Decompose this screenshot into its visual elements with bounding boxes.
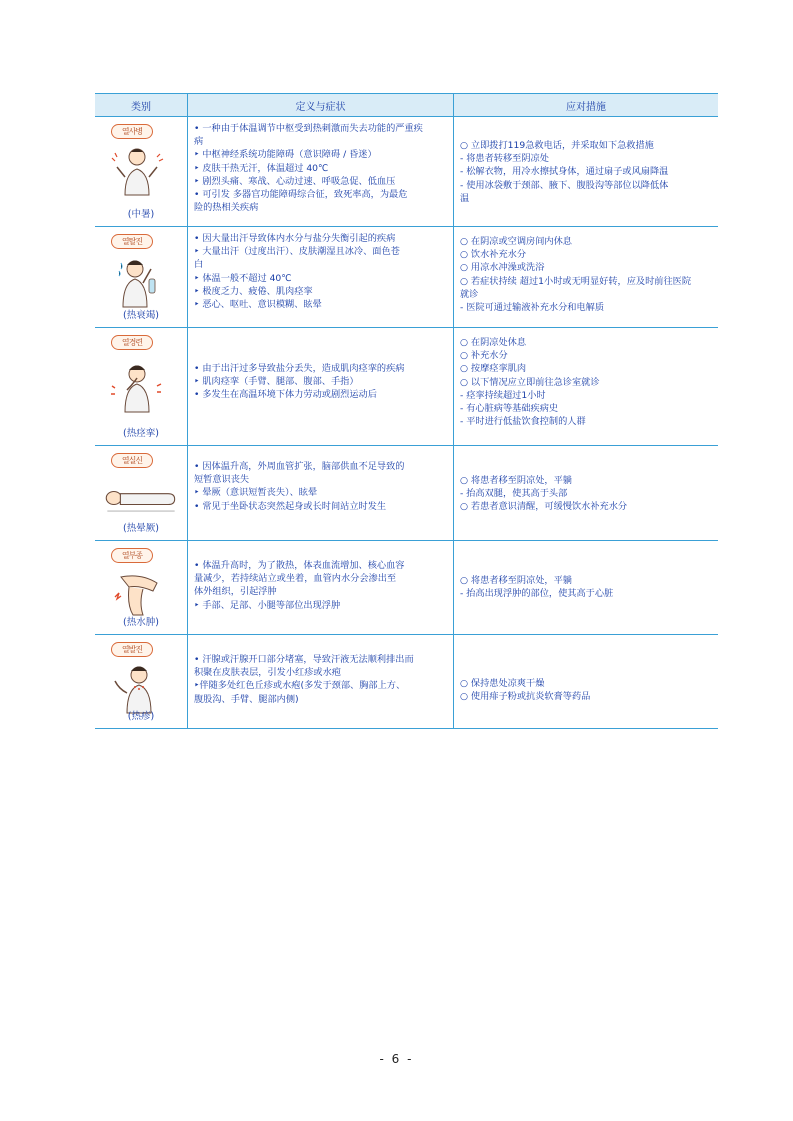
measure-line: ○ 将患者移至阴凉处，平躺 [460, 575, 572, 586]
category-badge: 열실신 [111, 453, 153, 468]
definition-cell [188, 446, 454, 541]
definition-line: 短暂意识丧失 [194, 474, 250, 486]
definition-line: • 汗腺或汗腺开口部分堵塞，导致汗液无法顺利排出而 [194, 654, 414, 665]
measure-line: 就诊 [460, 288, 479, 300]
measure-line: ○ 饮水补充水分 [460, 249, 527, 261]
measure-line: ○ 在阴凉或空调房间内休息 [460, 236, 572, 247]
measure-line: ○ 以下情况应立即前往急诊室就诊 [460, 376, 600, 388]
definition-line: • 因体温升高，外周血管扩张，脑部供血不足导致的 [194, 461, 405, 472]
measure-line: - 有心脏病等基础疾病史 [460, 403, 559, 415]
definition-line: 体外组织，引起浮肿 [194, 586, 277, 598]
category-badge: 열탈진 [111, 234, 153, 249]
category-badge: 열경련 [111, 335, 153, 350]
category-cell [95, 117, 188, 227]
category-badge: 열사병 [111, 124, 153, 139]
definition-line: • 体温升高时，为了散热，体表血流增加、核心血容 [194, 560, 405, 571]
definition-line: ‣ 剧烈头痛、寒战、心动过速、呼吸急促、低血压 [194, 175, 396, 187]
heat-rash-person-illustration [109, 659, 165, 715]
category-name: (热疹) [127, 711, 155, 722]
heat-exhaustion-person-illustration [109, 253, 165, 309]
definition-line: 白 [194, 259, 204, 271]
category-badge: 열발진 [111, 642, 153, 657]
heat-illness-table [95, 93, 718, 729]
definition-line: ‣ 中枢神经系统功能障碍（意识障碍 / 昏迷） [194, 149, 377, 161]
measure-line: 温 [460, 192, 470, 204]
measure-line: - 松解衣物，用冷水擦拭身体，通过扇子或风扇降温 [460, 166, 669, 178]
heat-cramps-person-illustration [109, 358, 165, 414]
heat-syncope-lying-person-illustration [103, 476, 179, 520]
definition-cell [188, 117, 454, 227]
measure-line: - 医院可通过输液补充水分和电解质 [460, 302, 605, 314]
definition-line: ‣ 皮肤干热无汗，体温超过 40℃ [194, 162, 329, 174]
definition-cell [188, 541, 454, 635]
definition-line: • 可引发 多器官功能障碍综合征，致死率高，为最危 [194, 189, 408, 201]
definition-line: • 一种由于体温调节中枢受到热刺激而失去功能的严重疾 [194, 123, 423, 134]
definition-line: ‣ 极度乏力、疲倦、肌肉痉挛 [194, 285, 313, 297]
measure-line: ○ 若患者意识清醒，可缓慢饮水补充水分 [460, 501, 628, 513]
measures-cell [454, 328, 719, 446]
header-definition: 定义与症状 [188, 94, 454, 117]
definition-line: ‣ 晕厥（意识短暂丧失）、眩晕 [194, 487, 318, 499]
table-row [95, 328, 718, 446]
heatstroke-person-illustration [109, 143, 165, 199]
measure-line: - 将患者转移至阴凉处 [460, 153, 549, 165]
header-measures: 应对措施 [454, 94, 719, 117]
measure-line: ○ 若症状持续 超过1小时或无明显好转，应及时前往医院 [460, 275, 692, 287]
definition-line: 腹股沟、手臂、腿部内侧) [194, 693, 299, 705]
table-row [95, 541, 718, 635]
measures-cell [454, 446, 719, 541]
definition-line: • 由于出汗过多导致盐分丢失，造成肌肉痉挛的疾病 [194, 363, 405, 374]
measure-line: ○ 立即拨打119急救电话，并采取如下急救措施 [460, 140, 654, 151]
definition-line: ‣ 恶心、呕吐、意识模糊、眩晕 [194, 299, 322, 311]
definition-cell [188, 328, 454, 446]
definition-line: 险的热相关疾病 [194, 202, 259, 214]
category-name: (中暑) [127, 209, 155, 220]
measures-cell [454, 117, 719, 227]
measures-cell [454, 227, 719, 328]
category-cell [95, 328, 188, 446]
category-cell [95, 446, 188, 541]
definition-line: ‣ 手部、足部、小腿等部位出现浮肿 [194, 599, 341, 611]
category-name: (热痉挛) [123, 428, 159, 439]
measure-line: ○ 在阴凉处休息 [460, 337, 527, 348]
category-cell [95, 541, 188, 635]
measure-line: ○ 用凉水冲澡或洗浴 [460, 262, 545, 274]
measure-line: - 使用冰袋敷于颈部、腋下、腹股沟等部位以降低体 [460, 179, 669, 191]
measure-line: - 痉挛持续超过1小时 [460, 389, 546, 401]
category-cell [95, 635, 188, 729]
category-name: (热晕厥) [123, 523, 159, 534]
definition-cell [188, 635, 454, 729]
measure-line: - 抬高双腿，使其高于头部 [460, 488, 568, 500]
definition-line: • 因大量出汗导致体内水分与盐分失衡引起的疾病 [194, 233, 396, 244]
definition-line: ‣ 体温一般不超过 40℃ [194, 272, 292, 284]
definition-line: • 多发生在高温环境下体力劳动或剧烈运动后 [194, 389, 377, 401]
measure-line: ○ 保持患处凉爽干燥 [460, 678, 545, 689]
definition-line: 病 [194, 136, 204, 148]
definition-cell [188, 227, 454, 328]
table-row [95, 446, 718, 541]
page-number: - 6 - [379, 1052, 414, 1066]
definition-line: 积聚在皮肤表层，引发小红疹或水疱 [194, 667, 341, 679]
table-row [95, 227, 718, 328]
measures-cell [454, 635, 719, 729]
measure-line: ○ 使用痱子粉或抗炎软膏等药品 [460, 691, 591, 703]
measure-line: ○ 将患者移至阴凉处，平躺 [460, 475, 572, 486]
definition-line: 量减少，若持续站立或坐着，血管内水分会渗出至 [194, 573, 397, 585]
definition-line: • 常见于坐卧状态突然起身或长时间站立时发生 [194, 500, 387, 512]
measure-line: ○ 补充水分 [460, 350, 508, 362]
table-row [95, 635, 718, 729]
definition-line: ‣ 大量出汗（过度出汗）、皮肤潮湿且冰冷、面色苍 [194, 246, 400, 258]
category-name: (热衰竭) [123, 310, 159, 321]
measure-line: ○ 按摩痉挛肌肉 [460, 363, 527, 375]
definition-line: ‣ 肌肉痉挛（手臂、腿部、腹部、手指） [194, 376, 359, 388]
measure-line: - 抬高出现浮肿的部位，使其高于心脏 [460, 588, 614, 600]
measures-cell [454, 541, 719, 635]
table-row [95, 117, 718, 227]
measure-line: - 平时进行低盐饮食控制的人群 [460, 416, 586, 428]
category-badge: 열부종 [111, 548, 153, 563]
category-cell [95, 227, 188, 328]
header-category: 类别 [95, 94, 188, 117]
category-name: (热水肿) [123, 617, 159, 628]
definition-line: ‣伴随多处红色丘疹或水疱(多发于颈部、胸部上方、 [194, 680, 406, 692]
